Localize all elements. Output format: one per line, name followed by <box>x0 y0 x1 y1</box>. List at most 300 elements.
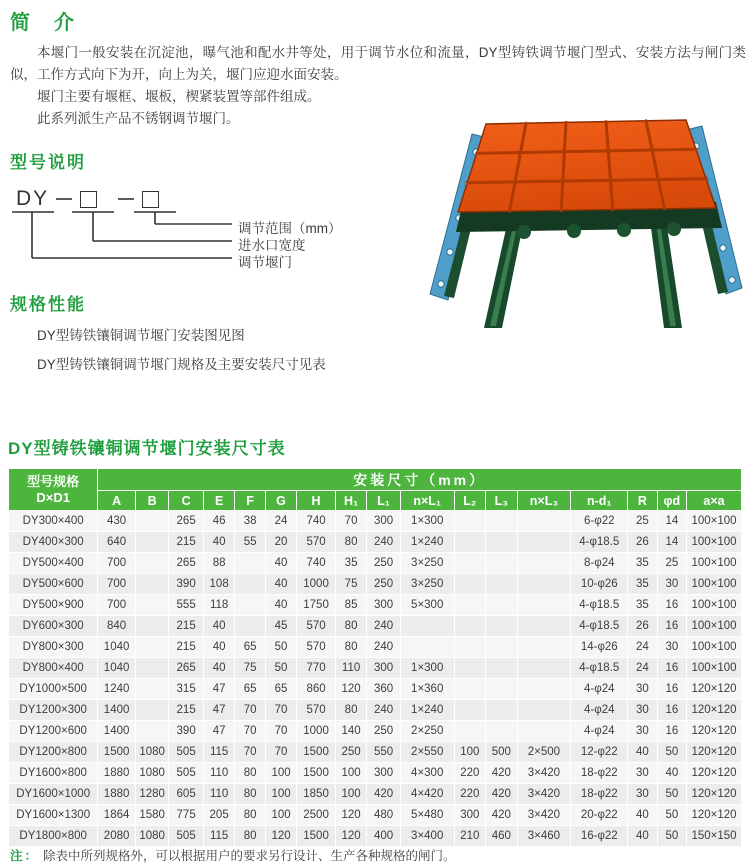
dimension-cell: 16 <box>657 700 686 721</box>
column-header: L₂ <box>454 491 485 511</box>
dimension-cell: 2500 <box>297 805 336 826</box>
dimension-cell <box>517 679 571 700</box>
dimension-cell: 3×400 <box>400 826 454 847</box>
dimension-cell: 250 <box>367 553 401 574</box>
model-cell: DY800×300 <box>9 637 98 658</box>
dimension-cell: 100×100 <box>687 616 742 637</box>
dimension-cell: 215 <box>169 637 204 658</box>
dimension-cell: 100 <box>454 742 485 763</box>
dimension-cell: 3×460 <box>517 826 571 847</box>
dimension-cell: 860 <box>297 679 336 700</box>
dimension-cell: 14-φ26 <box>571 637 628 658</box>
table-row <box>9 637 742 658</box>
dimension-cell: 570 <box>297 700 336 721</box>
dimension-cell: 215 <box>169 532 204 553</box>
dimension-cell: 2×550 <box>400 742 454 763</box>
dimension-cell: 550 <box>367 742 401 763</box>
dimension-cell: 4-φ24 <box>571 700 628 721</box>
dimension-cell <box>486 574 517 595</box>
dimension-cell: 80 <box>335 616 366 637</box>
dimension-cell: 740 <box>297 511 336 532</box>
dimension-cell <box>486 700 517 721</box>
table-title: DY型铸铁镶铜调节堰门安装尺寸表 <box>8 439 286 458</box>
dimension-cell: 265 <box>169 511 204 532</box>
dimension-cell: 315 <box>169 679 204 700</box>
dimension-cell: 35 <box>628 595 657 616</box>
dimension-cell <box>235 574 265 595</box>
dimension-cell: 1080 <box>135 742 169 763</box>
dimension-cell: 100×100 <box>687 532 742 553</box>
column-header: G <box>265 491 296 511</box>
dimension-cell: 1×240 <box>400 700 454 721</box>
intro-paragraph: 此系列派生产品不锈钢调节堰门。 <box>37 111 240 126</box>
dimension-cell: 40 <box>203 616 234 637</box>
dimension-cell <box>517 700 571 721</box>
dimension-cell: 80 <box>335 637 366 658</box>
model-header-line2: D×D1 <box>36 489 70 505</box>
model-cell: DY800×400 <box>9 658 98 679</box>
dimension-cell: 30 <box>628 763 657 784</box>
model-diagram-lines <box>10 185 430 293</box>
dimension-cell: 70 <box>265 721 296 742</box>
model-cell: DY1200×600 <box>9 721 98 742</box>
dimension-cell: 80 <box>235 805 265 826</box>
dimension-cell: 1080 <box>135 763 169 784</box>
table-row <box>9 553 742 574</box>
table-header-row <box>9 469 742 491</box>
table-row <box>9 784 742 805</box>
dimension-cell: 100×100 <box>687 637 742 658</box>
dimension-cell <box>135 637 169 658</box>
dimension-cell: 390 <box>169 574 204 595</box>
dimension-cell: 8-φ24 <box>571 553 628 574</box>
dimension-cell: 47 <box>203 721 234 742</box>
orange-weir-panel <box>458 120 716 212</box>
specs-heading: 规格性能 <box>10 295 86 314</box>
model-label-adjust-range: 调节范围（mm） <box>238 221 342 236</box>
model-cell: DY1600×1300 <box>9 805 98 826</box>
dimension-cell: 30 <box>628 700 657 721</box>
dimension-cell: 12-φ22 <box>571 742 628 763</box>
dimension-cell: 40 <box>203 532 234 553</box>
dimension-cell <box>486 679 517 700</box>
dimension-cell: 1×300 <box>400 511 454 532</box>
dimension-cell: 120×120 <box>687 721 742 742</box>
dimension-cell <box>454 595 485 616</box>
dimension-cell: 25 <box>628 511 657 532</box>
dimension-cell: 1080 <box>135 826 169 847</box>
dimension-cell: 120 <box>335 679 366 700</box>
dimension-cell: 5×300 <box>400 595 454 616</box>
product-photo <box>428 110 746 338</box>
dimension-cell: 505 <box>169 826 204 847</box>
dimension-cell: 115 <box>203 742 234 763</box>
dimension-cell: 100×100 <box>687 595 742 616</box>
dimension-cell <box>517 553 571 574</box>
dimension-cell: 50 <box>657 784 686 805</box>
dimension-cell: 420 <box>486 784 517 805</box>
model-cell: DY400×300 <box>9 532 98 553</box>
dimension-cell: 40 <box>628 805 657 826</box>
dimension-cell: 4-φ18.5 <box>571 532 628 553</box>
dimension-cell: 55 <box>235 532 265 553</box>
table-row <box>9 616 742 637</box>
dimension-cell <box>454 532 485 553</box>
dimension-cell: 120×120 <box>687 679 742 700</box>
dimension-cell: 140 <box>335 721 366 742</box>
table-row <box>9 826 742 847</box>
dimension-cell: 300 <box>367 658 401 679</box>
dimension-cell: 5×480 <box>400 805 454 826</box>
dimension-cell <box>454 721 485 742</box>
dimension-cell: 47 <box>203 679 234 700</box>
dimension-cell: 1000 <box>297 574 336 595</box>
dimension-cell: 45 <box>265 616 296 637</box>
dimension-cell: 480 <box>367 805 401 826</box>
dimension-cell: 3×420 <box>517 784 571 805</box>
dimension-cell: 1×360 <box>400 679 454 700</box>
model-header-line1: 型号规格 <box>27 473 80 489</box>
dimension-cell <box>486 637 517 658</box>
dimension-cell: 4-φ18.5 <box>571 658 628 679</box>
dimension-cell <box>517 637 571 658</box>
dimension-cell: 4×420 <box>400 784 454 805</box>
dimension-cell <box>454 511 485 532</box>
dimension-cell <box>517 658 571 679</box>
dimension-cell: 120 <box>335 805 366 826</box>
dimension-cell: 240 <box>367 637 401 658</box>
dimension-cell <box>135 574 169 595</box>
table-row <box>9 742 742 763</box>
dimension-cell: 250 <box>335 742 366 763</box>
dimension-cell: 24 <box>628 658 657 679</box>
dimension-cell <box>454 574 485 595</box>
table-row <box>9 805 742 826</box>
dimension-cell <box>454 700 485 721</box>
dimension-cell: 120×120 <box>687 784 742 805</box>
dimension-cell: 390 <box>169 721 204 742</box>
dimension-cell: 740 <box>297 553 336 574</box>
footnote-text: 除表中所列规格外，可以根据用户的要求另行设计、生产各种规格的闸门。 <box>43 849 456 863</box>
table-row <box>9 532 742 553</box>
dimension-cell: 108 <box>203 574 234 595</box>
dimension-cell: 120 <box>265 826 296 847</box>
dimension-cell: 75 <box>335 574 366 595</box>
table-row <box>9 763 742 784</box>
dimension-cell: 20 <box>265 532 296 553</box>
dimension-cell: 26 <box>628 616 657 637</box>
dimension-cell: 40 <box>628 742 657 763</box>
model-code-diagram <box>10 185 430 293</box>
dimension-cell <box>135 553 169 574</box>
dimension-cell <box>486 553 517 574</box>
dimension-cell <box>454 679 485 700</box>
dimension-cell: 50 <box>657 826 686 847</box>
column-header: n-d₁ <box>571 491 628 511</box>
table-row <box>9 574 742 595</box>
dimension-cell: 80 <box>235 826 265 847</box>
dimension-cell: 118 <box>203 595 234 616</box>
dimension-cell: 70 <box>265 700 296 721</box>
dimension-cell <box>235 616 265 637</box>
dimension-cell: 570 <box>297 637 336 658</box>
dimension-cell: 16 <box>657 595 686 616</box>
column-header: E <box>203 491 234 511</box>
dimension-cell: 120×120 <box>687 742 742 763</box>
dimension-cell: 65 <box>265 679 296 700</box>
intro-paragraph: 堰门主要有堰框、堰板，楔紧装置等部件组成。 <box>37 89 321 104</box>
dimension-cell: 100×100 <box>687 574 742 595</box>
dimension-cell <box>135 658 169 679</box>
dimension-cell <box>517 616 571 637</box>
dimension-cell: 115 <box>203 826 234 847</box>
dimension-cell: 2×500 <box>517 742 571 763</box>
dimension-cell: 85 <box>335 595 366 616</box>
dimension-cell: 205 <box>203 805 234 826</box>
model-section <box>10 148 430 293</box>
dimension-cell: 700 <box>98 595 136 616</box>
dimension-cell: 80 <box>335 532 366 553</box>
dimension-cell: 570 <box>297 616 336 637</box>
installation-dimensions-table <box>8 468 742 847</box>
dimension-cell: 50 <box>265 658 296 679</box>
dimension-table-section <box>8 434 744 847</box>
dimension-cell: 50 <box>657 742 686 763</box>
dimension-cell <box>486 532 517 553</box>
dimension-cell: 770 <box>297 658 336 679</box>
dimension-cell: 100×100 <box>687 553 742 574</box>
model-label-weir-gate: 调节堰门 <box>238 255 292 270</box>
dimension-cell: 4-φ18.5 <box>571 595 628 616</box>
dimension-cell: 265 <box>169 658 204 679</box>
dimension-cell: 1500 <box>297 763 336 784</box>
model-cell: DY1600×800 <box>9 763 98 784</box>
dimension-cell: 300 <box>367 511 401 532</box>
dimension-cell: 14 <box>657 532 686 553</box>
dimension-cell: 40 <box>203 658 234 679</box>
dimension-cell: 35 <box>335 553 366 574</box>
specs-section <box>10 290 430 373</box>
dimension-cell <box>454 616 485 637</box>
dimension-cell: 360 <box>367 679 401 700</box>
table-row <box>9 511 742 532</box>
dimension-cell: 4-φ18.5 <box>571 616 628 637</box>
model-cell: DY1200×800 <box>9 742 98 763</box>
dimension-cell: 265 <box>169 553 204 574</box>
dimension-cell: 400 <box>367 826 401 847</box>
dimension-cell: 70 <box>235 700 265 721</box>
dimension-cell: 47 <box>203 700 234 721</box>
dimension-cell: 250 <box>367 574 401 595</box>
gate-legs <box>484 220 682 328</box>
dimension-cell: 120 <box>335 826 366 847</box>
dimension-cell: 500 <box>486 742 517 763</box>
dimension-cell: 50 <box>265 637 296 658</box>
dimension-cell: 40 <box>265 574 296 595</box>
dimension-cell: 1850 <box>297 784 336 805</box>
dimension-cell: 1040 <box>98 658 136 679</box>
dimension-cell: 775 <box>169 805 204 826</box>
dimension-cell: 100 <box>335 763 366 784</box>
model-cell: DY500×400 <box>9 553 98 574</box>
dimension-cell <box>454 637 485 658</box>
dimension-cell: 215 <box>169 616 204 637</box>
dimension-cell: 38 <box>235 511 265 532</box>
table-row <box>9 658 742 679</box>
dimension-cell <box>135 616 169 637</box>
dimension-cell: 16 <box>657 679 686 700</box>
dimension-cell: 1280 <box>135 784 169 805</box>
column-header: n×L₁ <box>400 491 454 511</box>
dimension-cell: 1500 <box>98 742 136 763</box>
dimension-cell: 6-φ22 <box>571 511 628 532</box>
model-column-header <box>9 469 98 511</box>
dimension-cell: 1400 <box>98 721 136 742</box>
dimension-cell: 16 <box>657 658 686 679</box>
model-heading: 型号说明 <box>10 153 86 172</box>
dimension-cell: 120×120 <box>687 700 742 721</box>
dimension-cell <box>454 553 485 574</box>
dimension-cell <box>486 616 517 637</box>
dimension-cell <box>517 511 571 532</box>
column-header: n×L₃ <box>517 491 571 511</box>
dimension-cell: 605 <box>169 784 204 805</box>
dimension-cell <box>235 553 265 574</box>
dimension-cell: 240 <box>367 700 401 721</box>
dimension-cell: 65 <box>235 637 265 658</box>
dimension-cell: 460 <box>486 826 517 847</box>
column-header: φd <box>657 491 686 511</box>
dimension-cell: 110 <box>203 784 234 805</box>
dimension-cell: 70 <box>235 742 265 763</box>
span-header: 安装尺寸（mm） <box>98 469 742 491</box>
dimension-cell: 100×100 <box>687 511 742 532</box>
table-subheader-row <box>9 491 742 511</box>
dimension-cell: 1864 <box>98 805 136 826</box>
dimension-cell: 100 <box>265 805 296 826</box>
dimension-cell: 24 <box>628 637 657 658</box>
dimension-cell <box>400 616 454 637</box>
dimension-cell: 50 <box>657 805 686 826</box>
dimension-cell: 1×240 <box>400 532 454 553</box>
spec-line: DY型铸铁镶铜调节堰门安装图见图 <box>37 328 245 343</box>
dimension-cell: 250 <box>367 721 401 742</box>
column-header: F <box>235 491 265 511</box>
dimension-cell: 16 <box>657 616 686 637</box>
dimension-cell <box>517 595 571 616</box>
dimension-cell: 30 <box>657 574 686 595</box>
dimension-cell: 3×420 <box>517 763 571 784</box>
column-header: B <box>135 491 169 511</box>
dimension-cell: 80 <box>235 763 265 784</box>
dimension-cell: 240 <box>367 532 401 553</box>
dimension-cell: 1040 <box>98 637 136 658</box>
dimension-cell: 16 <box>657 721 686 742</box>
column-header: C <box>169 491 204 511</box>
dimension-cell: 110 <box>335 658 366 679</box>
dimension-cell: 1400 <box>98 700 136 721</box>
table-row <box>9 595 742 616</box>
dimension-cell: 840 <box>98 616 136 637</box>
dimension-cell: 88 <box>203 553 234 574</box>
dimension-cell: 640 <box>98 532 136 553</box>
dimension-cell: 1880 <box>98 784 136 805</box>
dimension-cell: 570 <box>297 532 336 553</box>
dimension-cell: 1880 <box>98 763 136 784</box>
column-header: L₁ <box>367 491 401 511</box>
dimension-cell: 4-φ24 <box>571 721 628 742</box>
dimension-cell: 18-φ22 <box>571 763 628 784</box>
model-cell: DY1200×300 <box>9 700 98 721</box>
dimension-cell <box>135 595 169 616</box>
dimension-cell: 420 <box>367 784 401 805</box>
dimension-cell: 110 <box>203 763 234 784</box>
model-cell: DY600×300 <box>9 616 98 637</box>
model-cell: DY500×900 <box>9 595 98 616</box>
table-row <box>9 721 742 742</box>
dimension-cell: 35 <box>628 574 657 595</box>
dimension-cell: 65 <box>235 679 265 700</box>
dimension-cell: 300 <box>367 595 401 616</box>
dimension-cell <box>486 511 517 532</box>
dimension-cell: 18-φ22 <box>571 784 628 805</box>
dimension-cell: 150×150 <box>687 826 742 847</box>
dimension-cell: 100 <box>335 784 366 805</box>
dimension-cell: 20-φ22 <box>571 805 628 826</box>
dimension-cell: 4×300 <box>400 763 454 784</box>
dimension-cell: 220 <box>454 784 485 805</box>
dimension-cell: 14 <box>657 511 686 532</box>
column-header: R <box>628 491 657 511</box>
dimension-cell: 40 <box>203 637 234 658</box>
table-row <box>9 700 742 721</box>
dimension-cell: 300 <box>454 805 485 826</box>
dimension-cell: 300 <box>367 763 401 784</box>
dimension-cell: 215 <box>169 700 204 721</box>
dimension-cell: 1580 <box>135 805 169 826</box>
dimension-cell: 80 <box>335 700 366 721</box>
dimension-cell: 120×120 <box>687 805 742 826</box>
dimension-cell <box>486 595 517 616</box>
dimension-cell <box>135 511 169 532</box>
dimension-cell <box>135 532 169 553</box>
dimension-cell: 75 <box>235 658 265 679</box>
dimension-cell: 700 <box>98 553 136 574</box>
dimension-cell <box>235 595 265 616</box>
intro-paragraph: 本堰门一般安装在沉淀池，曝气池和配水井等处，用于调节水位和流量，DY型铸铁调节堰门型式、安装方法与闸门类似，工作方式向下为开，向上为关，堰门应迎水面安装。 <box>10 45 746 82</box>
spec-line: DY型铸铁镶铜调节堰门规格及主要安装尺寸见表 <box>37 357 326 372</box>
dimension-cell: 240 <box>367 616 401 637</box>
dimension-cell: 700 <box>98 574 136 595</box>
dimension-cell: 430 <box>98 511 136 532</box>
dimension-cell: 1750 <box>297 595 336 616</box>
dimension-cell: 1000 <box>297 721 336 742</box>
dimension-cell: 26 <box>628 532 657 553</box>
dimension-cell: 505 <box>169 763 204 784</box>
dimension-cell: 2×250 <box>400 721 454 742</box>
dimension-cell: 3×420 <box>517 805 571 826</box>
table-row <box>9 679 742 700</box>
dimension-cell: 420 <box>486 805 517 826</box>
model-cell: DY500×600 <box>9 574 98 595</box>
dimension-cell: 10-φ26 <box>571 574 628 595</box>
dimension-cell: 40 <box>657 763 686 784</box>
dimension-cell <box>400 637 454 658</box>
dimension-cell: 30 <box>628 721 657 742</box>
model-cell: DY300×400 <box>9 511 98 532</box>
dimension-cell <box>454 658 485 679</box>
model-label-inlet-width: 进水口宽度 <box>238 238 306 253</box>
